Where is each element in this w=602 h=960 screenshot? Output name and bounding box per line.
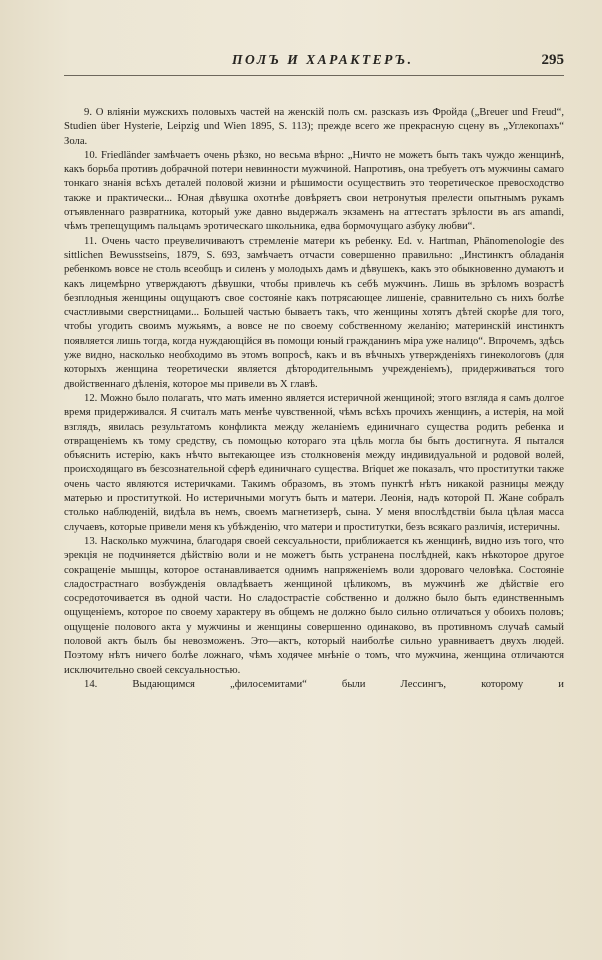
note-9: 9. О вліяніи мужскихъ половыхъ частей на женскій полъ см. разсказъ изъ Фройда („Breuer und Freud“, Studien über Hysterie, Leipzig und Wien 1895, S. 113); прежде всего же прекрасную сцену въ „Углекопахъ“ Зола. bbox=[64, 107, 564, 147]
page-header bbox=[64, 52, 564, 76]
endnotes bbox=[64, 106, 564, 692]
note-10: 10. Friedländer замѣчаетъ очень рѣзко, но весьма вѣрно: „Ничто не можетъ быть такъ чуждо женщинѣ, какъ борьба противъ добрачной потери невинности мужчиной. Напротивъ, она требуетъ отъ мужчины самаго тонкаго знанія всѣхъ деталей половой жизни и рѣшимости осуществить это теоретическое превосходство также и практически... Юная дѣвушка охотнѣе довѣряетъ свои нетронутыя прелести опытнымъ рукамъ отъявленнаго развратника, который уже давно выдержалъ экзаменъ на аттестатъ зрѣлости въ ars amandi, чѣмъ трепещущимъ пальцамъ эротическаго школьника, едва бормочущаго азбуку любви“. bbox=[64, 149, 564, 233]
running-title: ПОЛЪ И ХАРАКТЕРЪ. bbox=[231, 52, 414, 67]
note-12: 12. Можно было полагать, что мать именно является истеричной женщиной; этого взгляда я самъ долгое время придерживался. Я считалъ мать менѣе чувственной, чѣмъ всѣхъ прочихъ женщинъ, а истерія, на мой взглядъ, явилась результатомъ конфликта между желаніемъ единичнаго существа родить ребенка и отвращеніемъ къ тому средству, съ помощью котораго эта цѣль могла бы быть достигнута. Я пытался объяснить истерію, какъ нѣчто вытекающее изъ столкновенія между индивидуальной и родовой волей, происходящаго въ безсознательной сферѣ единичнаго существа. Briquet же показалъ, что проститутки также очень часто являются истеричками. Такимъ образомъ, въ этомъ пунктѣ нѣтъ никакой разницы между матерью и проституткой. Но истеричными могутъ быть и матери. Леонія, надъ которой П. Жане собралъ столько наблюденій, видѣла въ немъ, своемъ магнетизерѣ, сына. У меня впослѣдствіи была цѣлая масса случаевъ, которые привели меня къ убѣжденію, что матери и проститутки, безъ всякаго различія, истеричны. bbox=[64, 392, 564, 533]
page-number: 295 bbox=[541, 52, 564, 68]
note-13: 13. Насколько мужчина, благодаря своей сексуальности, приближается къ женщинѣ, видно изъ того, что эрекція не подчиняется дѣйствію воли и не можетъ быть устранена послѣдней, какъ нѣкоторое другое сокращеніе мышцы, которое останавливается однимъ напряженіемъ воли здороваго человѣка. Состояніе сладострастнаго возбужденія овладѣваетъ женщиной цѣликомъ, въ мужчинѣ же дѣйствіе его сосредоточивается въ одной части. Но сладострастіе собственно и должно было быть единственнымъ ощущеніемъ, которое по своему характеру въ общемъ не должно было сильно отличаться у обоихъ половъ; ощущеніе полового акта у мужчины и женщины совершенно одинаково, въ противномъ случаѣ самый половой актъ былъ бы невозможенъ. Это—актъ, который наиболѣе сильно уравниваетъ двухъ людей. Поэтому нѣтъ ничего болѣе ложнаго, чѣмъ ходячее мнѣніе о томъ, что мужчина, женщина отличаются исключительно своей сексуальностью. bbox=[64, 535, 564, 676]
note-11: 11. Очень часто преувеличиваютъ стремленіе матери къ ребенку. Ed. v. Hartman, Phänomenologie des sittlichen Bewusstseins, 1879, S. 693, замѣчаетъ отчасти совершенно правильно: „Инстинктъ обладанія ребенкомъ вовсе не столь всеобщъ и силенъ у молодыхъ дамъ и дѣвушекъ, какъ это обыкновенно думаютъ и какъ лицемѣрно утверждаютъ дѣвушки, чтобы привлечь къ себѣ мужчинъ. Лишь въ зрѣломъ возрастѣ безплодныя женщины ощущаютъ свое состояніе какъ потрясающее лишеніе, сравнительно съ нихъ болѣе счастливыми сверстницами... Большей частью бываетъ такъ, что женщины хотятъ дѣтей скорѣе для того, чтобы угодить своимъ мужьямъ, а вовсе не по своему собственному желанію; материнскій инстинктъ появляется лишь тогда, когда нуждающійся въ помощи юный гражданинъ міра уже налицо“. Впрочемъ, здѣсь уже видно, насколько необходимо въ этомъ вопросѣ, какъ и въ вѣчныхъ утвержденіяхъ гинекологовъ (для которыхъ женщина теоретически является дѣтородительнымъ учрежденіемъ), придерживаться того двойственнаго дѣленія, которое мы привели въ X главѣ. bbox=[64, 235, 564, 390]
note-14: 14. Выдающимся „филосемитами“ были Лессингъ, которому и bbox=[84, 678, 564, 690]
